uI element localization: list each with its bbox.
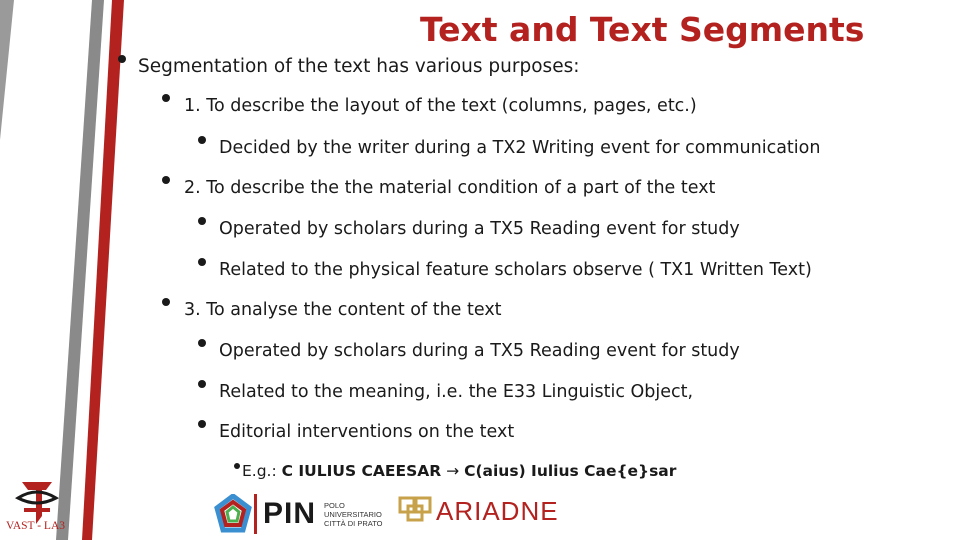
bullet-dot-icon [198, 420, 206, 428]
ariadne-logo [398, 494, 559, 528]
arrow-icon: → [446, 462, 460, 480]
bullet-level3 [198, 260, 812, 280]
bullet-text: Editorial interventions on the text [219, 422, 515, 442]
example-result: C(aius) Iulius Cae{e}sar [464, 462, 677, 480]
bullet-text: 1. To describe the layout of the text (columns, pages, etc.) [184, 96, 697, 116]
bullet-level3 [198, 138, 820, 158]
bullet-dot-icon [118, 55, 126, 63]
bullet-text: Segmentation of the text has various purposes: [138, 56, 580, 77]
bullet-dot-icon [198, 217, 206, 225]
pin-logo-label: PIN [263, 497, 317, 530]
pin-logo [254, 494, 383, 534]
bullet-dot-icon [162, 298, 170, 306]
slide-title: Text and Text Segments [420, 10, 865, 49]
bullet-dot-icon [234, 463, 240, 469]
example-prefix: E.g.: [242, 462, 282, 480]
bullet-text: Operated by scholars during a TX5 Reading event for study [219, 219, 740, 239]
example-source: C IULIUS CAEESAR [281, 462, 442, 480]
bullet-text: 3. To analyse the content of the text [184, 300, 502, 320]
bullet-text: Decided by the writer during a TX2 Writing event for communication [219, 138, 821, 158]
bullet-dot-icon [198, 136, 206, 144]
bullet-level3 [198, 422, 514, 442]
bullet-dot-icon [198, 339, 206, 347]
bullet-text: Operated by scholars during a TX5 Reading event for study [219, 341, 740, 361]
bullet-text: Related to the meaning, i.e. the E33 Linguistic Object, [219, 382, 694, 402]
bullet-level2 [162, 178, 715, 198]
ariadne-logo-label: ARIADNE [436, 495, 559, 526]
pin-logo-subtitle: POLO UNIVERSITARIO CITTÀ DI PRATO [324, 500, 383, 528]
bullet-level3 [198, 382, 693, 402]
bullet-dot-icon [198, 380, 206, 388]
vast-logo-label: VAST - LA3 [6, 520, 65, 532]
bullet-text: 2. To describe the the material condition of a part of the text [184, 178, 716, 198]
pin-divider [254, 494, 257, 534]
grey-stripe [56, 0, 104, 540]
bullet-dot-icon [162, 176, 170, 184]
ariadne-knot-icon [398, 494, 434, 528]
bullet-dot-icon [198, 258, 206, 266]
bullet-level3 [198, 341, 740, 361]
bullet-level2 [162, 96, 697, 116]
bullet-text: Related to the physical feature scholars observe ( TX1 Written Text) [219, 260, 812, 280]
knot-logo-icon [214, 494, 252, 534]
bullet-level1 [118, 56, 579, 77]
decorative-stripes [0, 0, 160, 540]
bullet-dot-icon [162, 94, 170, 102]
bullet-level3 [198, 219, 740, 239]
bullet-level4-example [234, 462, 676, 480]
grey-stripe-left [0, 0, 14, 140]
bullet-level2 [162, 300, 502, 320]
